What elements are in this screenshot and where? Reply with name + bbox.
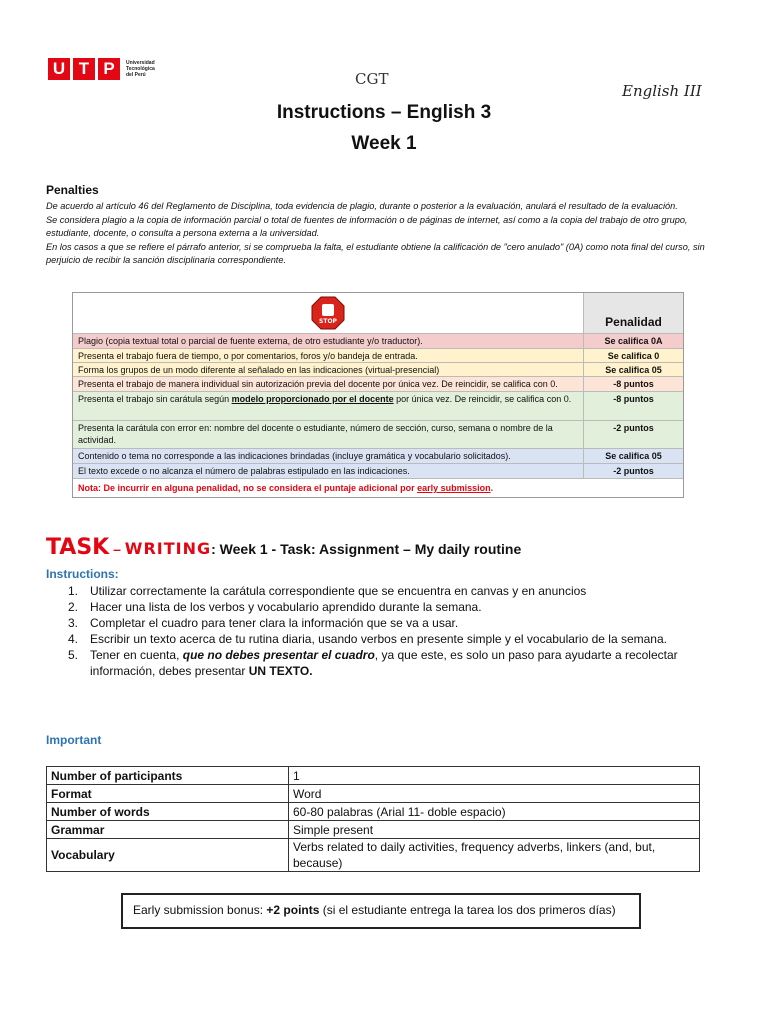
penalty-note-link: early submission: [417, 483, 491, 493]
penalty-description: Presenta la carátula con error en: nombre del docente o estudiante, número de sección, curso, semana o nombre de la actividad.: [78, 423, 553, 445]
penalty-note-row: [73, 478, 683, 498]
list-number: 2.: [68, 600, 79, 614]
task-title: [46, 535, 521, 560]
logo-letter-t: T: [73, 58, 95, 80]
penalty-row: [73, 391, 683, 421]
table-value: 1: [289, 767, 700, 785]
table-key: Format: [47, 785, 289, 803]
important-heading: Important: [46, 733, 102, 747]
penalty-description: Presenta el trabajo fuera de tiempo, o por comentarios, foros y/o bandeja de entrada.: [78, 351, 418, 361]
instructions-list: [68, 583, 728, 679]
task-dash: –: [109, 541, 125, 557]
bonus-text: Early submission bonus:: [133, 903, 267, 917]
bonus-points: +2 points: [266, 903, 320, 917]
penalties-paragraph: De acuerdo al artículo 46 del Reglamento de Disciplina, toda evidencia de plagio, durante o posterior a la evaluación, anulará el resultado de la evaluación.: [46, 201, 678, 211]
penalty-row: [73, 348, 683, 363]
instructions-heading: Instructions:: [46, 567, 119, 581]
document-subtitle: Week 1: [351, 133, 417, 154]
list-item: [68, 615, 728, 631]
penalty-value: Se califica 05: [583, 363, 683, 377]
task-description: : Week 1 - Task: Assignment – My daily routine: [211, 541, 522, 557]
table-value: Simple present: [289, 821, 700, 839]
penalty-description: Plagio (copia textual total o parcial de fuente externa, de otro estudiante y/o traductor).: [78, 336, 423, 346]
logo-university-name: [126, 60, 166, 78]
writing-word: WRITING: [124, 539, 212, 558]
list-item-text: Hacer una lista de los verbos y vocabulario aprendido durante la semana.: [90, 600, 482, 614]
course-label: English III: [622, 82, 702, 100]
list-number: 1.: [68, 584, 79, 598]
list-item-text: , ya que este, es solo un paso para ayudarte a recolectar información, debes presentar: [90, 648, 678, 678]
stop-sign-text: STOP: [319, 318, 337, 325]
list-number: 3.: [68, 616, 79, 630]
table-key: Vocabulary: [47, 839, 289, 872]
penalty-description: Presenta el trabajo de manera individual sin autorización previa del docente por única vez. De reincidir, se califica con 0.: [78, 379, 558, 389]
logo-text-line: Universidad: [126, 60, 155, 66]
logo-text-line: del Perú: [126, 72, 146, 78]
table-key: Number of participants: [47, 767, 289, 785]
early-submission-bonus-box: [121, 893, 641, 929]
table-value: Word: [289, 785, 700, 803]
table-row: [47, 821, 700, 839]
document-title: Instructions – English 3: [276, 102, 492, 123]
list-item-text: Tener en cuenta,: [90, 648, 183, 662]
list-item: [68, 583, 728, 599]
table-row: [47, 767, 700, 785]
penalty-row: [73, 463, 683, 479]
penalty-value: -2 puntos: [583, 464, 683, 479]
utp-logo: [48, 57, 166, 81]
list-item-text: Completar el cuadro para tener clara la información que se va a usar.: [90, 616, 459, 630]
penalty-column-header: Penalidad: [583, 293, 683, 333]
penalty-note: [73, 479, 683, 498]
penalty-description: Forma los grupos de un modo diferente al señalado en las indicaciones (virtual-presencial): [78, 365, 440, 375]
penalties-text: [46, 200, 726, 268]
penalties-heading: Penalties: [46, 183, 99, 197]
table-value: 60-80 palabras (Arial 11- doble espacio): [289, 803, 700, 821]
list-item: [68, 599, 728, 615]
table-value: Verbs related to daily activities, frequency adverbs, linkers (and, but, because): [289, 839, 700, 872]
list-item: [68, 647, 728, 679]
penalty-table: [72, 292, 684, 498]
table-key: Number of words: [47, 803, 289, 821]
penalties-paragraph: Se considera plagio a la copia de información parcial o total de fuentes de información o de páginas de internet, así como a la copia del trabajo de otro grupo, estudiante, docente, o consulta a persona externa a la universidad.: [46, 214, 688, 238]
penalty-description: Contenido o tema no corresponde a las indicaciones brindadas (incluye gramática y vocabulario solicitados).: [78, 451, 511, 461]
penalty-value: Se califica 0: [583, 349, 683, 363]
list-number: 5.: [68, 648, 79, 662]
penalty-note-text: .: [490, 483, 494, 493]
logo-letter-p: P: [98, 58, 120, 80]
penalty-description-text: Presenta el trabajo sin carátula según: [78, 394, 230, 404]
penalty-row: [73, 333, 683, 349]
list-number: 4.: [68, 632, 79, 646]
penalty-value: -8 puntos: [583, 392, 683, 421]
list-item: [68, 631, 728, 647]
penalty-value: -8 puntos: [583, 377, 683, 392]
penalty-row: [73, 420, 683, 449]
header-center-label: CGT: [355, 70, 389, 88]
penalties-paragraph: En los casos a que se refiere el párrafo anterior, si se comprueba la falta, el estudiante obtiene la calificación de "cero anulado" (0A) como nota final del curso, sin perjuicio de recibir la sanción disciplinaria correspondiente.: [46, 241, 705, 265]
list-item-text: Escribir un texto acerca de tu rutina diaria, usando verbos en presente simple y el vocabulario de la semana.: [90, 632, 667, 646]
list-item-emphasis: que no debes presentar el cuadro: [182, 648, 375, 662]
penalty-description: El texto excede o no alcanza el número de palabras estipulado en las indicaciones.: [78, 466, 410, 476]
bonus-text: (si el estudiante entrega la tarea los dos primeros días): [319, 903, 616, 917]
stop-sign-icon: [311, 296, 345, 330]
table-key: Grammar: [47, 821, 289, 839]
penalty-description-emphasis: modelo proporcionado por el docente: [231, 394, 394, 404]
table-row: [47, 785, 700, 803]
penalty-value: Se califica 0A: [583, 334, 683, 349]
penalty-value: -2 puntos: [583, 421, 683, 449]
penalty-row: [73, 362, 683, 377]
penalty-value: Se califica 05: [583, 449, 683, 464]
list-item-strong: UN TEXTO.: [248, 664, 313, 678]
logo-text-line: Tecnológica: [126, 66, 155, 72]
task-word: TASK: [46, 535, 110, 560]
penalty-row: [73, 376, 683, 392]
logo-letter-u: U: [48, 58, 70, 80]
penalty-description: [73, 392, 583, 421]
table-row: [47, 803, 700, 821]
penalty-note-text: Nota: De incurrir en alguna penalidad, no se considera el puntaje adicional por: [78, 483, 418, 493]
important-table: [46, 766, 700, 872]
table-row: [47, 839, 700, 872]
penalty-row: [73, 448, 683, 464]
penalty-description-text: por única vez. De reincidir, se califica con 0.: [393, 394, 572, 404]
list-item-text: Utilizar correctamente la carátula correspondiente que se encuentra en canvas y en anuncios: [90, 584, 587, 598]
